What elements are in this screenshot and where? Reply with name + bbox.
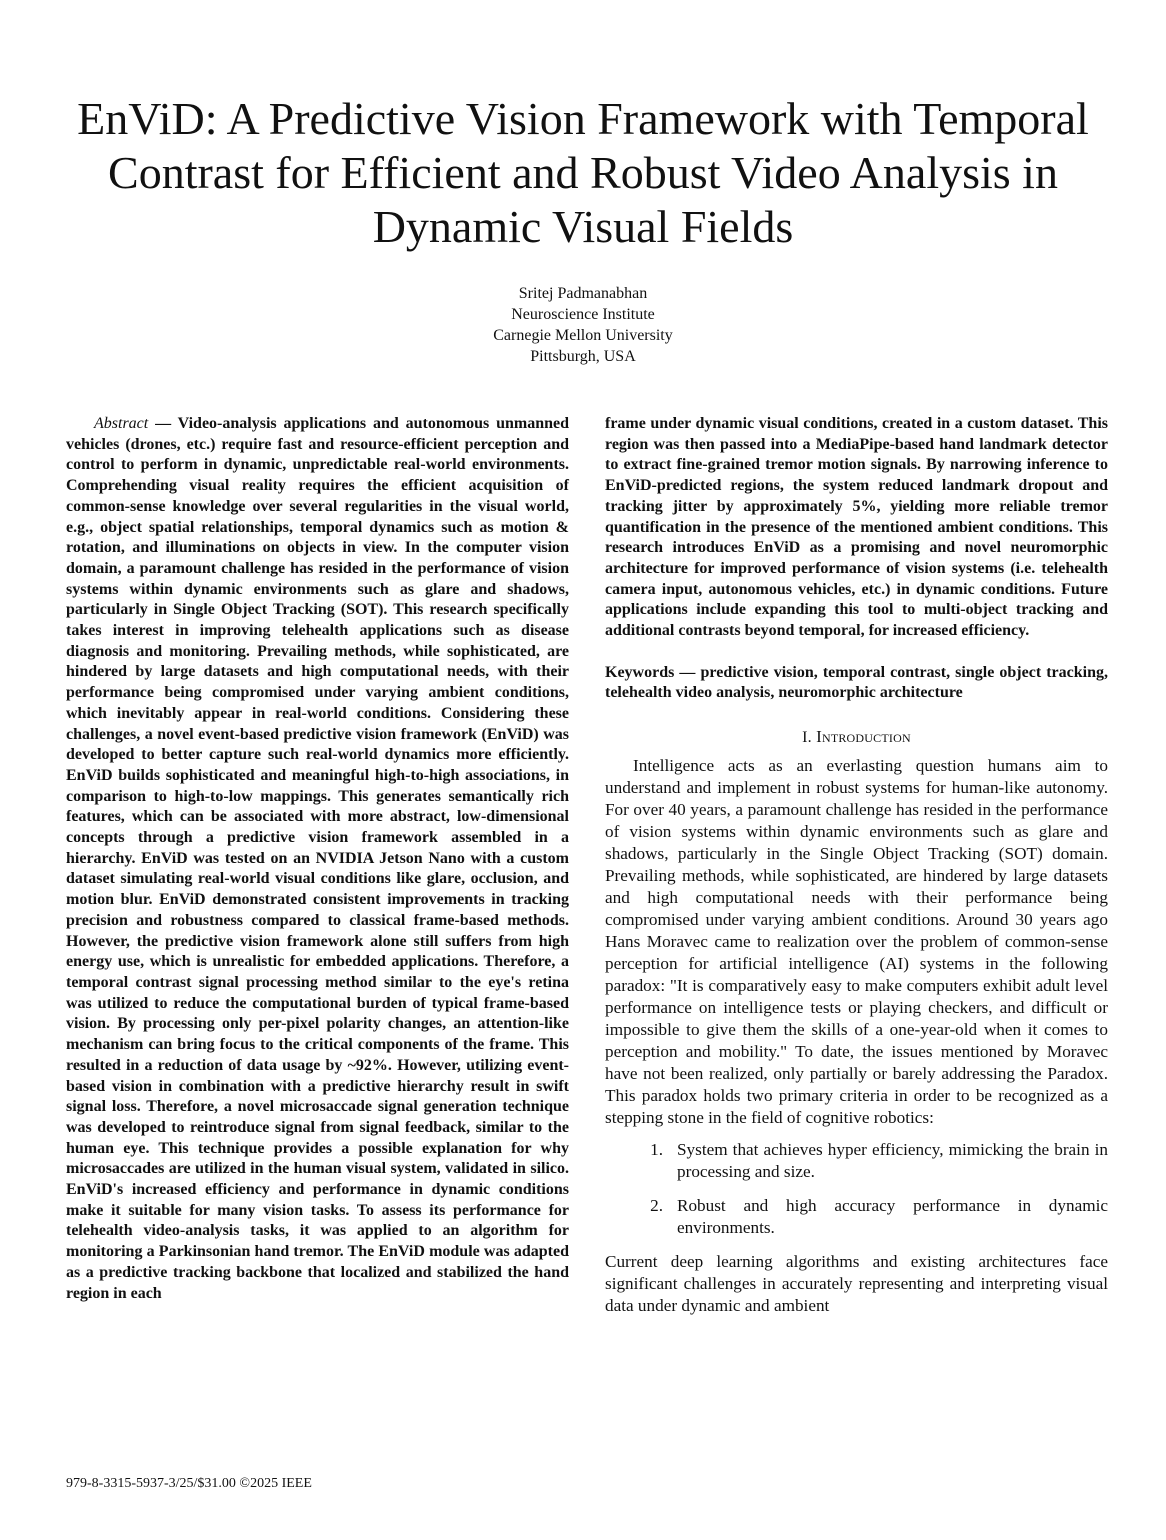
intro-paragraph-2: Current deep learning algorithms and existing architectures face significant challenges in accurately representing and interpreting visual data under dynamic and ambient: [605, 1251, 1108, 1315]
keywords: [605, 663, 1108, 704]
keywords-label: Keywords: [605, 663, 675, 681]
abstract-continued: frame under dynamic visual conditions, created in a custom dataset. This region was then passed into a MediaPipe-based hand landmark detector to extract fine-grained tremor motion signals. By narrowing inference to EnViD-predicted regions, the system reduced landmark dropout and tracking jitter by approximately 5%, yielding more reliable tremor quantification in the presence of the mentioned ambient conditions. This research introduces EnViD as a promising and novel neuromorphic architecture for improved performance of vision systems (i.e. telehealth camera input, autonomous vehicles, etc.) in dynamic conditions. Future applications include expanding this tool to multi-object tracking and additional contrasts beyond temporal, for increased efficiency.: [605, 415, 1108, 640]
author-department: Neuroscience Institute: [511, 306, 655, 323]
section-numeral: I.: [802, 729, 812, 747]
intro-paragraph-1: Intelligence acts as an everlasting question humans aim to understand and implement in robust systems for human-like autonomy. For over 40 years, a paramount challenge has resided in the performance of vision systems within dynamic environments such as glare and shadows, particularly in the Single Object Tracking (SOT) domain. Prevailing methods, while sophisticated, are hindered by large datasets and high computational needs with their performance being compromised under varying ambient conditions. Around 30 years ago Hans Moravec came to realization over the problem of common-sense perception for artificial intelligence (AI) systems in the following paradox: "It is comparatively easy to make computers exhibit adult level performance on intelligence tests or playing checkers, and difficult or impossible to give them the skills of a one-year-old when it comes to perception and mobility." To date, the issues mentioned by Moravec have not been realized, only partially or barely addressing the Paradox. This paradox holds two primary criteria in order to be recognized as a stepping stone in the field of cognitive robotics:: [605, 755, 1108, 1127]
copyright-footer: 979-8-3315-5937-3/25/$31.00 ©2025 IEEE: [66, 1476, 312, 1491]
author-name: Sritej Padmanabhan: [518, 285, 648, 302]
keywords-text: predictive vision, temporal contrast, single object tracking, telehealth video analysis, neuromorphic architecture: [605, 663, 1108, 702]
list-item: [605, 1139, 1108, 1183]
left-column: [66, 414, 569, 1304]
section-heading-introduction: [605, 727, 1108, 749]
list-item-text: System that achieves hyper efficiency, mimicking the brain in processing and size.: [677, 1139, 1108, 1181]
abstract-label: Abstract: [94, 415, 149, 432]
list-item: [605, 1195, 1108, 1239]
author-block: [383, 283, 783, 367]
abstract-separator: —: [148, 415, 178, 432]
paper-title: EnViD: A Predictive Vision Framework with Temporal Contrast for Efficient and Robust Video Analysis in Dynamic Visual Fields: [77, 93, 1089, 252]
abstract: [66, 414, 569, 1304]
section-title: Introduction: [816, 727, 911, 747]
list-item-number: 1.: [650, 1139, 663, 1159]
abstract-text-left: Video-analysis applications and autonomous unmanned vehicles (drones, etc.) require fast and resource-efficient perception and control to perform in dynamic, unpredictable real-world environments. Comprehending visual reality requires the efficient acquisition of common-sense knowledge over several regularities in the visual world, e.g., object spatial relationships, temporal dynamics such as motion & rotation, and illuminations on objects in view. In the computer vision domain, a paramount challenge has resided in the performance of vision systems within dynamic environments such as glare and shadows, particularly in Single Object Tracking (SOT). This research specifically takes interest in improving telehealth applications such as disease diagnosis and monitoring. Prevailing methods, while sophisticated, are hindered by large datasets and high computational needs, with their performance being compromised under varying ambient conditions, which inevitably appear in real-world conditions. Considering these challenges, a novel event-based predictive vision framework (EnViD) was developed to better capture such real-world dynamics more efficiently. EnViD builds sophisticated and meaningful high-to-high associations, in comparison to high-to-low mappings. This generates semantically rich features, which can be associated with more abstract, low-dimensional concepts through a predictive vision framework assembled in a hierarchy. EnViD was tested on an NVIDIA Jetson Nano with a custom dataset simulating real-world visual conditions like glare, occlusion, and motion blur. EnViD demonstrated consistent improvements in tracking precision and robustness compared to classical frame-based methods. However, the predictive vision framework alone still suffers from high energy use, which is unrealistic for embedded applications. Therefore, a temporal contrast signal processing method similar to the eye's retina was utilized to reduce the computational burden of typical frame-based vision. By processing only per-pixel polarity changes, an attention-like mechanism can bring focus to the critical components of the frame. This resulted in a reduction of data usage by ~92%. However, utilizing event-based vision in combination with a predictive hierarchy result in swift signal loss. Therefore, a novel microsaccade signal generation technique was developed to reintroduce signal from signal feedback, similar to the human eye. This technique provides a possible explanation for why microsaccades are utilized in the human visual system, validated in silico. EnViD's increased efficiency and performance in dynamic conditions make it suitable for many vision tasks. To assess its performance for telehealth video-analysis tasks, it was applied to an algorithm for monitoring a Parkinsonian hand tremor. The EnViD module was adapted as a predictive tracking backbone that localized and stabilized the hand region in each: [66, 415, 569, 1302]
keywords-separator: —: [674, 663, 701, 681]
list-item-text: Robust and high accuracy performance in dynamic environments.: [677, 1195, 1108, 1237]
list-item-number: 2.: [650, 1195, 663, 1215]
criteria-list: [605, 1139, 1108, 1239]
author-institution: Carnegie Mellon University: [493, 327, 673, 344]
right-column: [605, 414, 1108, 1317]
author-location: Pittsburgh, USA: [530, 348, 636, 365]
